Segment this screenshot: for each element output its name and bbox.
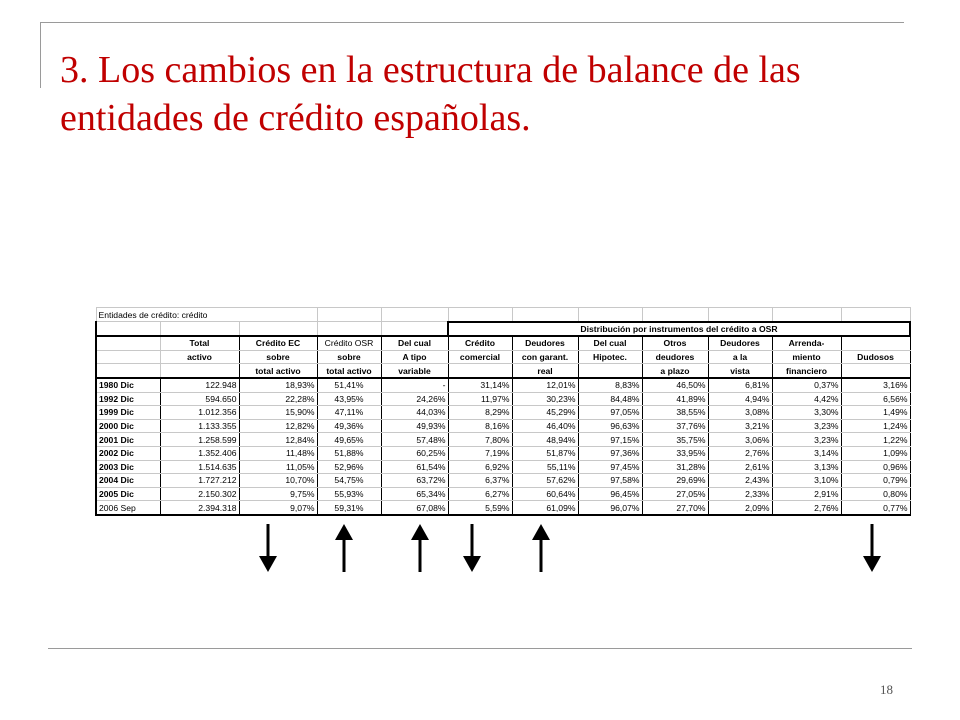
table-cell: 24,26% (381, 392, 448, 406)
table-cell: 52,96% (317, 460, 381, 474)
table-cell: 31,28% (642, 460, 708, 474)
table-cell: 5,59% (448, 501, 512, 515)
table-cell: 51,88% (317, 446, 381, 460)
table-cell: 46,40% (512, 419, 578, 433)
column-header: Total (160, 336, 239, 350)
table-cell: 96,07% (578, 501, 642, 515)
table-row (96, 419, 910, 433)
table-cell: 2,43% (708, 474, 772, 488)
table-cell: 57,48% (381, 433, 448, 447)
table-cell: 0,37% (772, 378, 841, 392)
empty-cell (96, 336, 160, 350)
column-header: Arrenda- (772, 336, 841, 350)
table-cell: 60,64% (512, 487, 578, 501)
column-header: Del cual (578, 336, 642, 350)
table-cell: 84,48% (578, 392, 642, 406)
column-header: Crédito (448, 336, 512, 350)
arrow-up-icon (334, 524, 354, 572)
table-cell: 97,05% (578, 406, 642, 420)
empty-cell (317, 308, 381, 322)
table-cell: 33,95% (642, 446, 708, 460)
column-header: sobre (239, 350, 317, 364)
row-label: 1992 Dic (96, 392, 160, 406)
left-rule (40, 22, 41, 88)
table-cell: 2,33% (708, 487, 772, 501)
table-cell: 4,42% (772, 392, 841, 406)
table-cell: 3,21% (708, 419, 772, 433)
column-header (841, 364, 910, 378)
column-header: Crédito EC (239, 336, 317, 350)
table-row (96, 378, 910, 392)
table-cell: 97,36% (578, 446, 642, 460)
table-cell: 30,23% (512, 392, 578, 406)
table-caption: Entidades de crédito: crédito (96, 308, 317, 322)
table-cell: 27,05% (642, 487, 708, 501)
table-cell: 1.727.212 (160, 474, 239, 488)
table-row (96, 487, 910, 501)
table-cell: 51,87% (512, 446, 578, 460)
table-cell: 2,76% (772, 501, 841, 515)
table-cell: 594.650 (160, 392, 239, 406)
table-cell: 2.394.318 (160, 501, 239, 515)
table-cell: 96,63% (578, 419, 642, 433)
table-cell: 55,93% (317, 487, 381, 501)
table-cell: 4,94% (708, 392, 772, 406)
column-header: Deudores (708, 336, 772, 350)
empty-cell (512, 308, 578, 322)
empty-cell (381, 308, 448, 322)
table-row (96, 406, 910, 420)
credit-table (95, 307, 911, 516)
bottom-rule (48, 648, 912, 649)
column-header: a la (708, 350, 772, 364)
table-cell: 57,62% (512, 474, 578, 488)
table-row (96, 460, 910, 474)
row-label: 1980 Dic (96, 378, 160, 392)
table-cell: 8,16% (448, 419, 512, 433)
column-header: a plazo (642, 364, 708, 378)
column-header: comercial (448, 350, 512, 364)
table-cell: 2.150.302 (160, 487, 239, 501)
table-cell: 9,75% (239, 487, 317, 501)
table-cell: 60,25% (381, 446, 448, 460)
header-row (96, 336, 910, 350)
empty-cell (317, 322, 381, 337)
table-cell: 6,37% (448, 474, 512, 488)
table-cell: 29,69% (642, 474, 708, 488)
table-cell: 54,75% (317, 474, 381, 488)
table-cell: 7,80% (448, 433, 512, 447)
column-header: Dudosos (841, 350, 910, 364)
arrow-down-icon (258, 524, 278, 572)
row-label: 2004 Dic (96, 474, 160, 488)
table-cell: 6,81% (708, 378, 772, 392)
empty-cell (772, 308, 841, 322)
column-header: real (512, 364, 578, 378)
row-label: 1999 Dic (96, 406, 160, 420)
empty-cell (578, 308, 642, 322)
table-cell: 6,92% (448, 460, 512, 474)
table-cell: 65,34% (381, 487, 448, 501)
table-cell: 1,24% (841, 419, 910, 433)
column-header (841, 336, 910, 350)
table-cell: 1,22% (841, 433, 910, 447)
row-label: 2002 Dic (96, 446, 160, 460)
page-number: 18 (880, 682, 893, 697)
table-cell: - (381, 378, 448, 392)
column-header: Deudores (512, 336, 578, 350)
table-cell: 3,13% (772, 460, 841, 474)
table-cell: 2,61% (708, 460, 772, 474)
table-row (96, 446, 910, 460)
arrow-up-icon (410, 524, 430, 572)
table-cell: 12,82% (239, 419, 317, 433)
column-header: Crédito OSR (317, 336, 381, 350)
table-cell: 12,01% (512, 378, 578, 392)
table-cell: 0,96% (841, 460, 910, 474)
column-header: A tipo (381, 350, 448, 364)
table-cell: 61,54% (381, 460, 448, 474)
table-cell: 1.012.356 (160, 406, 239, 420)
empty-cell (96, 322, 160, 337)
row-label: 2003 Dic (96, 460, 160, 474)
table-cell: 48,94% (512, 433, 578, 447)
table-cell: 43,95% (317, 392, 381, 406)
header-row (96, 350, 910, 364)
arrow-down-icon (862, 524, 882, 572)
column-header: Hipotec. (578, 350, 642, 364)
table-cell: 31,14% (448, 378, 512, 392)
header-row (96, 364, 910, 378)
table-cell: 9,07% (239, 501, 317, 515)
table-cell: 27,70% (642, 501, 708, 515)
column-header: total activo (239, 364, 317, 378)
table-cell: 122.948 (160, 378, 239, 392)
top-rule (40, 22, 904, 23)
group-header-row (96, 322, 910, 337)
table-cell: 59,31% (317, 501, 381, 515)
empty-cell (708, 308, 772, 322)
table-row (96, 474, 910, 488)
table-row (96, 501, 910, 515)
table-cell: 0,77% (841, 501, 910, 515)
row-label: 2005 Dic (96, 487, 160, 501)
table-cell: 49,65% (317, 433, 381, 447)
table-cell: 0,80% (841, 487, 910, 501)
empty-cell (841, 308, 910, 322)
table-cell: 18,93% (239, 378, 317, 392)
table-cell: 38,55% (642, 406, 708, 420)
table-cell: 6,56% (841, 392, 910, 406)
empty-cell (96, 364, 160, 378)
empty-cell (381, 322, 448, 337)
column-header: financiero (772, 364, 841, 378)
table-cell: 46,50% (642, 378, 708, 392)
table-cell: 3,30% (772, 406, 841, 420)
table-cell: 67,08% (381, 501, 448, 515)
table-cell: 47,11% (317, 406, 381, 420)
table-cell: 3,23% (772, 419, 841, 433)
group-header: Distribución por instrumentos del crédito a OSR (448, 322, 910, 337)
arrow-down-icon (462, 524, 482, 572)
column-header: activo (160, 350, 239, 364)
table-cell: 11,48% (239, 446, 317, 460)
table-cell: 1.352.406 (160, 446, 239, 460)
column-header: total activo (317, 364, 381, 378)
table-cell: 2,76% (708, 446, 772, 460)
table-cell: 3,14% (772, 446, 841, 460)
column-header: deudores (642, 350, 708, 364)
table-cell: 3,23% (772, 433, 841, 447)
row-label: 2006 Sep (96, 501, 160, 515)
table-cell: 1.514.635 (160, 460, 239, 474)
column-header (160, 364, 239, 378)
table-cell: 97,15% (578, 433, 642, 447)
table-cell: 8,83% (578, 378, 642, 392)
table-cell: 63,72% (381, 474, 448, 488)
table-row (96, 392, 910, 406)
table-cell: 7,19% (448, 446, 512, 460)
table-cell: 10,70% (239, 474, 317, 488)
table-cell: 51,41% (317, 378, 381, 392)
table-cell: 44,03% (381, 406, 448, 420)
table-cell: 41,89% (642, 392, 708, 406)
table-cell: 11,97% (448, 392, 512, 406)
table-cell: 0,79% (841, 474, 910, 488)
table-cell: 8,29% (448, 406, 512, 420)
table-cell: 15,90% (239, 406, 317, 420)
table-row (96, 433, 910, 447)
row-label: 2000 Dic (96, 419, 160, 433)
table-cell: 45,29% (512, 406, 578, 420)
table-cell: 3,16% (841, 378, 910, 392)
empty-cell (160, 322, 239, 337)
table-cell: 3,10% (772, 474, 841, 488)
table-cell: 3,06% (708, 433, 772, 447)
table-cell: 11,05% (239, 460, 317, 474)
table-cell: 3,08% (708, 406, 772, 420)
empty-cell (239, 322, 317, 337)
column-header: con garant. (512, 350, 578, 364)
table-cell: 97,45% (578, 460, 642, 474)
arrow-up-icon (531, 524, 551, 572)
column-header: sobre (317, 350, 381, 364)
empty-cell (448, 308, 512, 322)
table-cell: 96,45% (578, 487, 642, 501)
table-cell: 12,84% (239, 433, 317, 447)
column-header: Otros (642, 336, 708, 350)
row-label: 2001 Dic (96, 433, 160, 447)
table-cell: 55,11% (512, 460, 578, 474)
table-cell: 2,09% (708, 501, 772, 515)
table-cell: 49,36% (317, 419, 381, 433)
table-cell: 1,49% (841, 406, 910, 420)
column-header: miento (772, 350, 841, 364)
column-header (448, 364, 512, 378)
slide-title: 3. Los cambios en la estructura de balance de las entidades de crédito españolas. (60, 49, 801, 139)
empty-cell (642, 308, 708, 322)
table-cell: 49,93% (381, 419, 448, 433)
table-cell: 1.258.599 (160, 433, 239, 447)
caption-row (96, 308, 910, 322)
table-cell: 35,75% (642, 433, 708, 447)
table-cell: 61,09% (512, 501, 578, 515)
empty-cell (96, 350, 160, 364)
table-cell: 1,09% (841, 446, 910, 460)
table-cell: 2,91% (772, 487, 841, 501)
table-cell: 22,28% (239, 392, 317, 406)
column-header: vista (708, 364, 772, 378)
table-cell: 6,27% (448, 487, 512, 501)
table-cell: 1.133.355 (160, 419, 239, 433)
column-header (578, 364, 642, 378)
column-header: Del cual (381, 336, 448, 350)
table-cell: 97,58% (578, 474, 642, 488)
table-cell: 37,76% (642, 419, 708, 433)
column-header: variable (381, 364, 448, 378)
